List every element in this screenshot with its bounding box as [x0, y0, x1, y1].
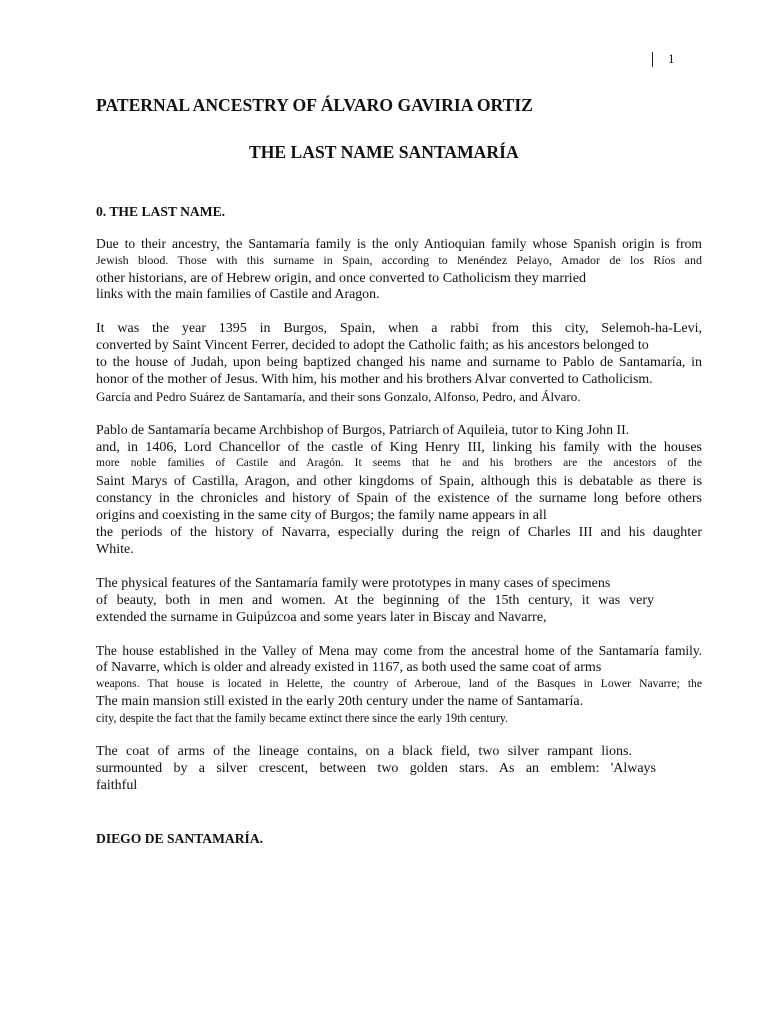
paragraph-line: city, despite the fact that the family became extinct there since the early 19th century. [96, 711, 509, 725]
paragraph-line: faithful [96, 778, 138, 793]
paragraph-line: origins and coexisting in the same city of Burgos; the family name appears in all [96, 508, 547, 523]
paragraph-line: The coat of arms of the lineage contains, on a black field, two silver rampant lions. [96, 744, 632, 759]
paragraph-line: Saint Marys of Castilla, Aragon, and other kingdoms of Spain, although this is debatable as there is [96, 474, 702, 489]
page-number-divider [652, 52, 653, 67]
paragraph-line: constancy in the chronicles and history of Spain of the existence of the surname long before others [96, 491, 702, 506]
paragraph-line: extended the surname in Guipúzcoa and some years later in Biscay and Navarre, [96, 610, 547, 625]
paragraph-line: of Navarre, which is older and already existed in 1167, as both used the same coat of arms [96, 660, 602, 675]
paragraph-line: Pablo de Santamaría became Archbishop of Burgos, Patriarch of Aquileia, tutor to King John II. [96, 423, 630, 438]
paragraph-line: García and Pedro Suárez de Santamaría, and their sons Gonzalo, Alfonso, Pedro, and Álvaro. [96, 389, 581, 404]
page-number: 1 [652, 51, 675, 67]
paragraph-line: the periods of the history of Navarra, especially during the reign of Charles III and his daughter [96, 525, 702, 540]
paragraph-line: Due to their ancestry, the Santamaría family is the only Antioquian family whose Spanish origin is from [96, 236, 702, 251]
document-subtitle: THE LAST NAME SANTAMARÍA [249, 142, 519, 162]
paragraph-line: links with the main families of Castile and Aragon. [96, 287, 380, 302]
paragraph-line: Jewish blood. Those with this surname in Spain, according to Menéndez Pelayo, Amador de los Ríos and [96, 253, 702, 267]
paragraph-line: other historians, are of Hebrew origin, and once converted to Catholicism they married [96, 270, 586, 286]
paragraph-line: and, in 1406, Lord Chancellor of the castle of King Henry III, linking his family with the houses [96, 440, 702, 455]
paragraph-line: It was the year 1395 in Burgos, Spain, when a rabbi from this city, Selemoh-ha-Levi, [96, 321, 702, 336]
paragraph-line: The house established in the Valley of Mena may come from the ancestral home of the Santamaría family. [96, 643, 702, 658]
paragraph-line: converted by Saint Vincent Ferrer, decided to adopt the Catholic faith; as his ancestors belonged to [96, 338, 649, 353]
document-title: PATERNAL ANCESTRY OF ÁLVARO GAVIRIA ORTIZ [96, 95, 533, 115]
paragraph-line: White. [96, 542, 134, 557]
paragraph-line: of beauty, both in men and women. At the beginning of the 15th century, it was very [96, 593, 654, 608]
paragraph-line: more noble families of Castile and Aragón. It seems that he and his brothers are the ancestors of the [96, 457, 702, 469]
paragraph-line: The main mansion still existed in the early 20th century under the name of Santamaría. [96, 694, 584, 709]
paragraph-line: weapons. That house is located in Helette, the country of Arberoue, land of the Basques in Lower Navarre; the [96, 677, 702, 690]
paragraph-line: The physical features of the Santamaría family were prototypes in many cases of specimens [96, 576, 611, 591]
section-heading: 0. THE LAST NAME. [96, 204, 226, 219]
next-section-heading: DIEGO DE SANTAMARÍA. [96, 831, 264, 846]
paragraph-line: honor of the mother of Jesus. With him, his mother and his brothers Alvar converted to Catholicism. [96, 372, 653, 387]
paragraph-line: surmounted by a silver crescent, between two golden stars. As an emblem: 'Always [96, 761, 656, 776]
paragraph-line: to the house of Judah, upon being baptized changed his name and surname to Pablo de Santamaría, in [96, 355, 702, 370]
